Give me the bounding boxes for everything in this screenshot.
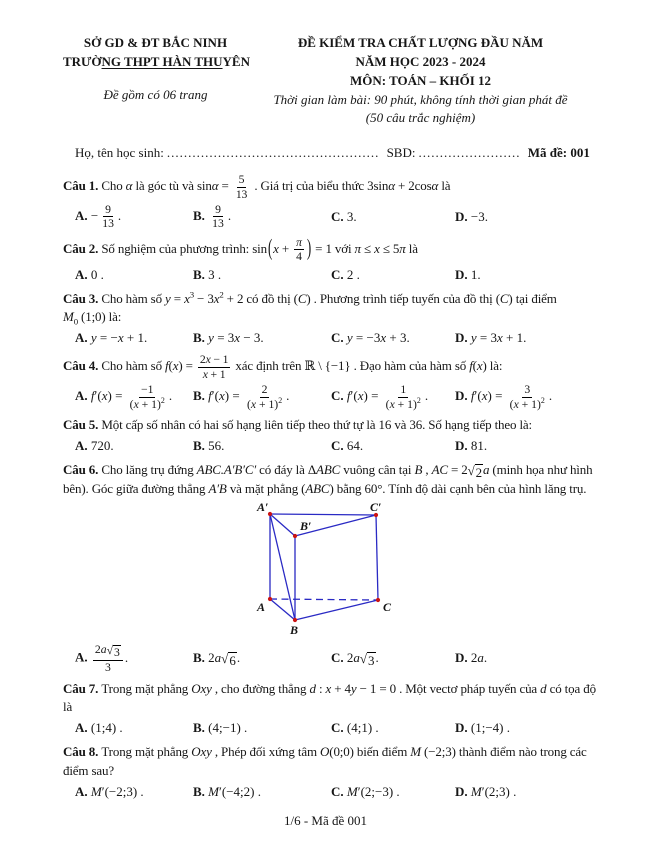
- option-body: 0 .: [90, 266, 104, 282]
- big-paren: (: [267, 233, 273, 261]
- option-body: 2a √ 3 .: [346, 650, 379, 669]
- question: [63, 680, 599, 739]
- school-year: NĂM HỌC 2023 - 2024: [355, 53, 486, 69]
- math-fraction: $\frac{1}{(x + 1)^2}$: [385, 383, 421, 411]
- page-number: 1/6 - Mã đề 001: [283, 813, 368, 829]
- math-sqrt: √ 2: [467, 462, 482, 480]
- options-row: [63, 203, 599, 231]
- school-name-pre: TRƯỜ: [63, 53, 102, 69]
- option-body: f′(x) = $\frac{2}{(x + 1)^2}$ .: [208, 383, 290, 411]
- option-body: M′(2;3) .: [470, 783, 517, 799]
- option-label: A.: [75, 437, 91, 453]
- question: [63, 173, 599, 231]
- option-label: C.: [331, 266, 347, 282]
- option-body: M′(2;−3) .: [346, 783, 400, 799]
- student-name-blank: ..................................................: [166, 145, 380, 161]
- option: [193, 383, 331, 411]
- math-fraction: 2a √ 3 3: [93, 643, 123, 674]
- option-label: C.: [331, 330, 347, 346]
- question-count-note: (50 câu trắc nghiệm): [365, 110, 476, 126]
- option-label: A.: [75, 720, 91, 736]
- question: [63, 416, 599, 456]
- school-name: [63, 53, 248, 72]
- question: [63, 461, 599, 675]
- sbd-blank: ........................: [418, 145, 521, 161]
- option-body: 1.: [470, 266, 481, 282]
- subject-line: MÔN: TOÁN – KHỐI 12: [349, 72, 492, 88]
- math-fraction: $\frac{9}{13}$: [102, 202, 114, 231]
- question-number: Câu 2.: [63, 240, 102, 256]
- option-label: D.: [455, 208, 471, 224]
- prism-vertex-label: B′: [300, 519, 312, 534]
- option-body: M′(−4;2) .: [208, 783, 261, 799]
- question-number: Câu 8.: [63, 744, 102, 760]
- option-body: f′(x) = $\frac{-1}{(x + 1)^2}$ .: [90, 383, 173, 411]
- math-fraction: $\frac{2x - 1}{x + 1}$: [199, 353, 229, 381]
- option-label: C.: [331, 388, 347, 403]
- option-label: B.: [193, 650, 209, 666]
- option-body: 720.: [90, 437, 114, 453]
- question-stem: Câu 1. Cho α là góc tù và sinα = $\frac{5}{13}$ . Giá trị của biểu thức 3sinα + 2cosα là: [63, 173, 451, 201]
- option-label: D.: [455, 720, 471, 736]
- header-left-block: [63, 34, 248, 128]
- option: [331, 266, 455, 285]
- option-label: C.: [331, 208, 347, 224]
- option: [455, 649, 599, 668]
- questions: [63, 173, 599, 802]
- option: [193, 649, 331, 669]
- option-label: C.: [331, 650, 347, 666]
- option: [331, 208, 455, 227]
- question: [63, 743, 599, 802]
- student-name-label: Họ, tên học sinh:: [75, 145, 164, 161]
- prism-vertex-label: A: [257, 600, 266, 615]
- school-name-underlined: NG THPT HÀN THU: [101, 53, 223, 69]
- prism-edge: [295, 600, 378, 620]
- options-row: [63, 329, 599, 348]
- option-body: 64.: [346, 437, 364, 453]
- department-name: SỞ GD & ĐT BẮC NINH: [83, 35, 228, 50]
- question-stem: Câu 5. Một cấp số nhân có hai số hạng liên tiếp theo thứ tự là 16 và 36. Số hạng tiếp theo là:: [63, 416, 533, 432]
- options-row: [63, 643, 599, 674]
- prism-vertex-label: C: [383, 600, 392, 615]
- option-label: D.: [455, 388, 471, 403]
- option-label: C.: [331, 437, 347, 453]
- question-stem: là: [63, 699, 73, 715]
- question-stem: bên). Góc giữa đường thẳng A′B và mặt phẳng (ABC) bằng 60°. Tính độ dài cạnh bên của hình lăng trụ.: [63, 481, 587, 497]
- option-label: D.: [455, 650, 471, 666]
- prism-vertex-dot: [293, 534, 297, 538]
- math-fraction: $\frac{\pi}{4}$: [296, 235, 302, 264]
- option-label: B.: [193, 783, 209, 799]
- question-stem: Câu 3. Cho hàm số $y = x^3 - 3x^2 + 2$ có đồ thị (C) . Phương trình tiếp tuyến của đồ thị (C) tại điểm: [63, 289, 557, 306]
- option: [75, 266, 193, 285]
- big-paren: ): [306, 233, 312, 261]
- option: [455, 719, 599, 738]
- option: [193, 783, 331, 802]
- option-body: 81.: [470, 437, 488, 453]
- option: [455, 208, 599, 227]
- option-body: 2a √ 6 .: [208, 650, 241, 669]
- header-right-block: [248, 34, 593, 128]
- question-stem: Câu 7. Trong mặt phẳng Oxy , cho đường thẳng d : x + 4y − 1 = 0 . Một vectơ pháp tuyến của d có tọa độ: [63, 680, 596, 696]
- option-body: 3 .: [208, 266, 222, 282]
- option-label: C.: [331, 783, 347, 799]
- option: [75, 643, 193, 674]
- option-body: − $\frac{9}{13}$ .: [90, 202, 122, 231]
- option: [193, 437, 331, 456]
- pages-note: Đề gồm có 06 trang: [103, 86, 208, 102]
- option-body: 3.: [346, 208, 357, 224]
- option: [75, 203, 193, 231]
- question-stem: Câu 4. Cho hàm số f(x) = $\frac{2x - 1}{x + 1}$ xác định trên ℝ \ {−1} . Đạo hàm của hàm số f(x) là:: [63, 353, 503, 381]
- prism-vertex-label: B: [290, 623, 299, 638]
- option-label: B.: [193, 388, 209, 403]
- question-stem: $M_0$ (1;0) là:: [63, 309, 122, 328]
- option-body: (4;−1) .: [208, 720, 248, 736]
- math-fraction: $\frac{5}{13}$: [235, 173, 248, 201]
- school-name-post: YÊN: [222, 53, 250, 69]
- option: [75, 329, 193, 348]
- math-fraction: $\frac{9}{13}$: [212, 202, 224, 231]
- question-stem: Câu 8. Trong mặt phẳng Oxy , Phép đối xứng tâm O(0;0) biến điểm M (−2;3) thành điểm nào trong các: [63, 744, 587, 760]
- option: [331, 437, 455, 456]
- option-label: B.: [193, 330, 209, 346]
- option: [75, 783, 193, 802]
- option: [75, 437, 193, 456]
- option-label: D.: [455, 330, 471, 346]
- prism-figure: [255, 501, 405, 641]
- option-body: f′(x) = $\frac{3}{(x + 1)^2}$ .: [470, 383, 553, 411]
- question: [63, 290, 599, 349]
- option: [75, 383, 193, 411]
- math-fraction: $\frac{-1}{(x + 1)^2}$: [129, 383, 165, 411]
- exam-title: ĐỀ KIỂM TRA CHẤT LƯỢNG ĐẦU NĂM: [297, 35, 544, 50]
- option: [75, 719, 193, 738]
- question-number: Câu 3.: [63, 290, 102, 306]
- duration-note: Thời gian làm bài: 90 phút, không tính thời gian phát đề: [273, 91, 568, 107]
- prism-vertex-dot: [268, 512, 272, 516]
- prism-edge: [270, 514, 376, 515]
- option-label: A.: [75, 783, 91, 799]
- prism-vertex-dot: [293, 618, 297, 622]
- option-body: (1;−4) .: [470, 720, 510, 736]
- option-label: B.: [193, 437, 209, 453]
- option-body: (1;4) .: [90, 720, 123, 736]
- question: [63, 353, 599, 411]
- prism-vertex-label: A′: [257, 501, 269, 515]
- option: [455, 783, 599, 802]
- option: [455, 329, 599, 348]
- option: [193, 266, 331, 285]
- option-label: C.: [331, 720, 347, 736]
- option-label: D.: [455, 437, 471, 453]
- math-fraction: $\frac{2}{(x + 1)^2}$: [246, 383, 283, 411]
- option: [455, 383, 599, 411]
- option-label: B.: [193, 720, 209, 736]
- math-sqrt: √ 6: [221, 651, 236, 669]
- option-body: M′(−2;3) .: [90, 783, 144, 799]
- question-number: Câu 1.: [63, 178, 102, 193]
- option: [331, 783, 455, 802]
- option-label: A.: [75, 266, 91, 282]
- option: [331, 649, 455, 669]
- option-label: D.: [455, 783, 471, 799]
- math-fraction: $\frac{3}{(x + 1)^2}$: [509, 383, 545, 411]
- prism-hidden-edge: [270, 599, 378, 600]
- option-body: −3.: [470, 208, 488, 224]
- math-sqrt: √ 3: [106, 644, 120, 660]
- option-label: A.: [75, 207, 91, 223]
- option: [193, 329, 331, 348]
- option-body: 2a √ 3 3 .: [94, 643, 129, 675]
- option: [331, 329, 455, 348]
- option-body: y = −x + 1.: [90, 330, 148, 346]
- option-body: (4;1) .: [346, 720, 379, 736]
- question-number: Câu 7.: [63, 680, 102, 696]
- options-row: [63, 266, 599, 285]
- option-label: B.: [193, 266, 209, 282]
- options-row: [63, 383, 599, 411]
- prism-vertex-dot: [268, 597, 272, 601]
- option: [193, 719, 331, 738]
- question-number: Câu 4.: [63, 358, 102, 374]
- prism-edge: [376, 515, 378, 600]
- options-row: [63, 719, 599, 738]
- option-label: A.: [75, 388, 91, 403]
- student-info-row: [63, 144, 599, 163]
- option-label: D.: [455, 266, 471, 282]
- option-label: B.: [193, 207, 209, 223]
- question-stem: điểm sau?: [63, 762, 114, 778]
- option: [331, 719, 455, 738]
- option-body: $\frac{9}{13}$ .: [212, 202, 232, 231]
- prism-vertex-dot: [376, 598, 380, 602]
- option-label: A.: [75, 649, 91, 665]
- option-body: y = −3x + 3.: [346, 330, 410, 346]
- sbd-label: SBD:: [386, 145, 416, 161]
- question-number: Câu 6.: [63, 461, 102, 477]
- math-sqrt: √ 3: [359, 651, 375, 669]
- option: [455, 266, 599, 285]
- question-stem: Câu 6. Cho lăng trụ đứng ABC.A′B′C′ có đáy là ΔABC vuông cân tại B , AC = 2 √ 2 a (minh họa như hình: [63, 461, 593, 480]
- options-row: [63, 783, 599, 802]
- option-body: 2 .: [346, 266, 360, 282]
- question-stem: Câu 2. Số nghiệm của phương trình: sin(x + $\frac{\pi}{4}$ ) = 1 với π ≤ x ≤ 5π là: [63, 233, 418, 264]
- question-number: Câu 5.: [63, 416, 102, 432]
- prism-vertex-label: C′: [370, 501, 382, 515]
- option: [193, 203, 331, 231]
- exam-code: Mã đề: 001: [527, 145, 590, 161]
- option: [455, 437, 599, 456]
- page-footer: [0, 812, 651, 831]
- prism-edge: [270, 514, 295, 620]
- option-body: f′(x) = $\frac{1}{(x + 1)^2}$ .: [346, 383, 429, 411]
- option-body: 56.: [208, 437, 225, 453]
- question: [63, 233, 599, 285]
- exam-header: [63, 34, 599, 128]
- option: [331, 383, 455, 411]
- option-body: 2a.: [470, 650, 488, 666]
- option-body: y = 3x − 3.: [208, 330, 264, 346]
- option-body: y = 3x + 1.: [470, 330, 527, 346]
- options-row: [63, 437, 599, 456]
- option-label: A.: [75, 330, 91, 346]
